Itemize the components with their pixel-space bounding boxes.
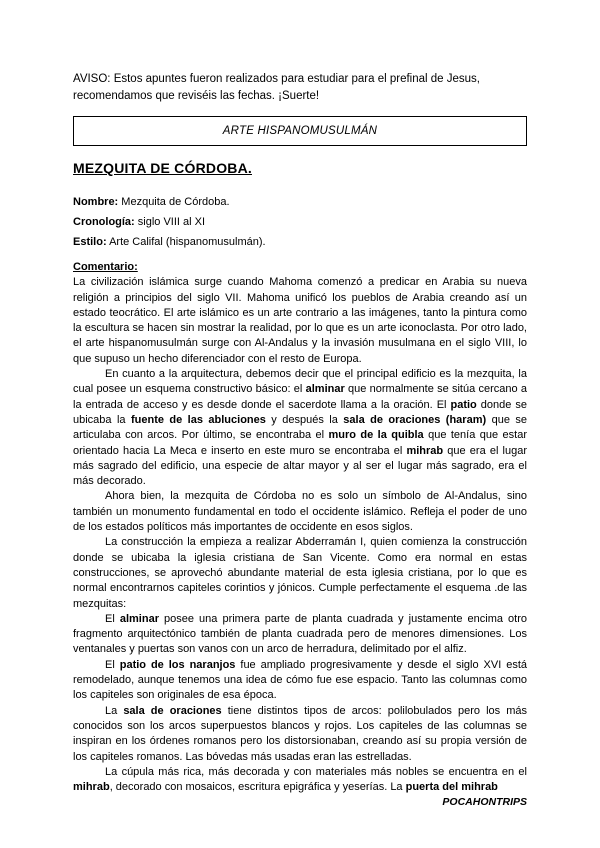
paragraph-5 [73, 612, 527, 658]
paragraph-7 [73, 704, 527, 765]
page-title: MEZQUITA DE CÓRDOBA. [73, 160, 252, 176]
p5-bold-alminar: alminar [119, 612, 159, 625]
meta-estilo-value: Arte Califal (hispanomusulmán). [106, 235, 266, 248]
p2-text-k: que tenía que estar orientado hacia La Meca e inserto en este muro se encontraba el [73, 429, 527, 457]
p2-text-a: En cuanto a la arquitectura, debemos decir que el principal edificio es la mezquita, la cual posee un esquema constructivo básico: el [73, 368, 527, 396]
paragraph-1: La civilización islámica surge cuando Mahoma comenzó a predicar en Arabia su nueva religión a principios del siglo VII. Mahoma unificó los pueblos de Arabia creando así un estado teocrático. El arte islámico es un arte contrario a las imágenes, tanto la pintura como la escultura se hacen sin mostrar la realidad, por lo que es un arte iconoclasta. Por otro lado, el arte hispanomusulmán surge con Al-Andalus y la invasión musulmana en el siglo VIII, lo que supuso un hecho diferenciador con el resto de Europa. [73, 276, 527, 365]
section-banner-text: ARTE HISPANOMUSULMÁN [222, 125, 378, 137]
p6-text-a: El [105, 658, 120, 671]
p2-text-e: donde se ubicaba la [73, 398, 527, 426]
section-banner [73, 116, 527, 146]
p5-text-a: El [105, 612, 120, 625]
notice-line-1: AVISO: Estos apuntes fueron realizados para estudiar para el prefinal de Jesus, [73, 73, 480, 85]
notice-line-2: recomendamos que reviséis las fechas. ¡Suerte! [73, 90, 320, 102]
footer-brand: POCAHONTRIPS [442, 796, 527, 808]
p2-text-i: que se articulaba con arcos. Por último, se encontraba el [73, 413, 527, 442]
p2-bold-muro: muro de la quibla [328, 429, 424, 442]
p2-text-c: que normalmente se sitúa cercano a la entrada de acceso y es desde donde el sacerdote llama a la oración. El [73, 383, 527, 411]
p5-text-c: posee una primera parte de planta cuadrada y justamente encima otro fragmento arquitectónico también de planta cuadrada pero de menores dimensiones. Los ventanales y puertas son vanos con un arco de herradura, delimitado por el alfiz. [73, 612, 527, 656]
p8-bold-mihrab: mihrab [73, 781, 110, 794]
meta-cronologia [73, 213, 266, 233]
p2-bold-fuente: fuente de las abluciones [130, 413, 266, 426]
p6-text-c: fue ampliado progresivamente y desde el siglo XVI está remodelado, aunque tenemos una idea de cómo fue ese espacio. Tanto las columnas como los capiteles son originales de esa época. [73, 658, 527, 702]
paragraph-2 [73, 367, 527, 489]
paragraph-8 [73, 765, 527, 796]
p2-bold-alminar: alminar [305, 383, 345, 396]
meta-cronologia-label: Cronología: [73, 215, 135, 228]
meta-estilo [73, 233, 266, 253]
p7-text-a: La [105, 704, 124, 717]
p7-text-c: tiene distintos tipos de arcos: polilobulados pero los más conocidos son los arcos superpuestos blancos y rojos. Los capiteles de las columnas se inspiran en los órdenes romanos pero los distorsionaban, creando así su propia versión de los capiteles romanos. Las bóvedas más usadas eran las estrelladas. [73, 704, 528, 763]
paragraph-6 [73, 658, 527, 704]
p2-bold-patio: patio [450, 398, 477, 411]
p8-bold-puerta: puerta del mihrab [405, 781, 498, 794]
paragraph-4: La construcción la empieza a realizar Abderramán I, quien comienza la construcción donde se ubicaba la iglesia cristiana de San Vicente. Como era normal en estas construcciones, se aprovechó abundante material de esta iglesia cristiana, por lo que es normal encontrarnos capiteles corintios y jónicos. Cumple perfectamente el esquema .de las mezquitas: [73, 536, 527, 610]
p7-bold-sala: sala de oraciones [123, 704, 222, 717]
meta-cronologia-value: siglo VIII al XI [134, 215, 206, 228]
p2-text-m: que era el lugar más sagrado del edificio, una especie de altar mayor y al ser el lugar más sagrado, era el más decorado. [73, 444, 528, 488]
paragraph-3: Ahora bien, la mezquita de Córdoba no es solo un símbolo de Al-Andalus, sino también un monumento fundamental en todo el occidente islámico. Refleja el poder de uno de los estados políticos más importantes de occidente en esos siglos. [73, 490, 527, 534]
commentary-heading: Comentario: [73, 261, 138, 273]
p2-bold-sala: sala de oraciones (haram) [343, 413, 487, 426]
commentary-section [73, 260, 527, 795]
metadata-block [73, 193, 266, 252]
meta-estilo-label: Estilo: [73, 235, 107, 248]
meta-nombre [73, 193, 266, 213]
p8-text-c: , decorado con mosaicos, escritura epigráfica y yeserías. La [109, 781, 406, 794]
p8-text-a: La cúpula más rica, más decorada y con materiales más nobles se encuentra en el [105, 765, 527, 778]
meta-nombre-label: Nombre: [73, 196, 119, 208]
p2-bold-mihrab: mihrab [406, 444, 444, 457]
notice-text [73, 71, 533, 105]
p2-text-g: y después la [265, 413, 344, 426]
p6-bold-patio: patio de los naranjos [119, 658, 236, 671]
meta-nombre-value: Mezquita de Córdoba. [118, 196, 230, 208]
